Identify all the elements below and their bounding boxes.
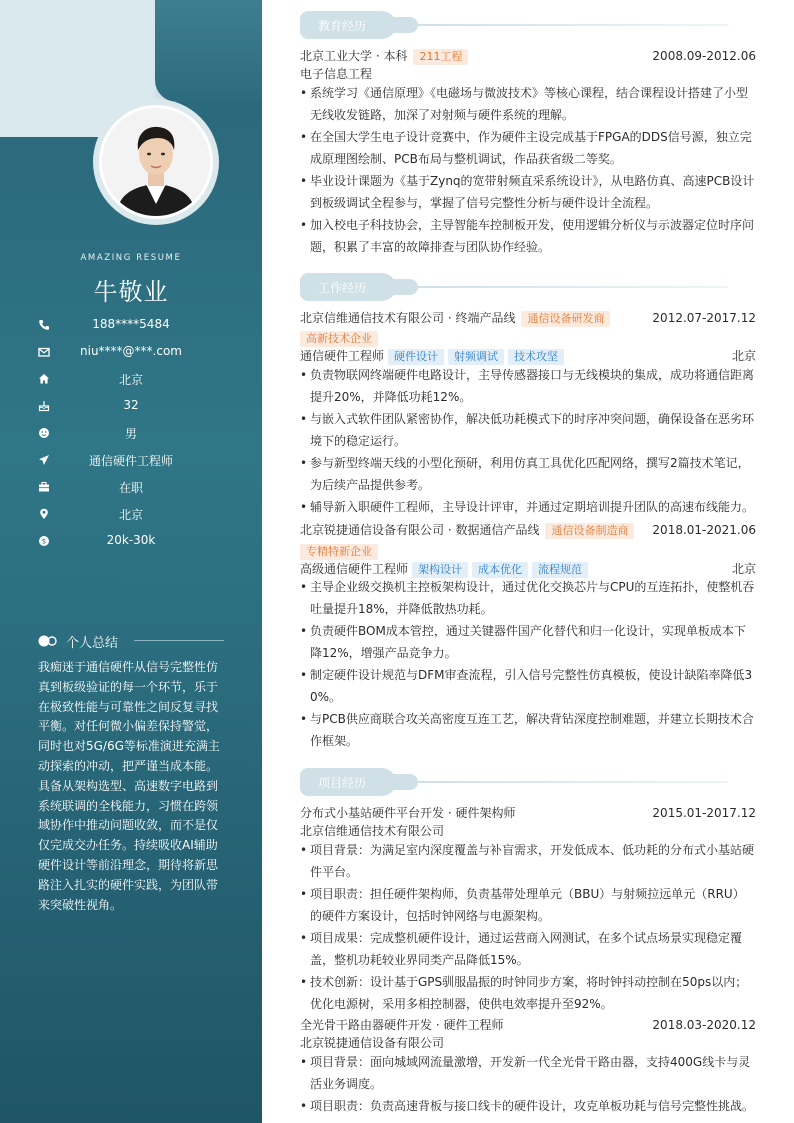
project-title: 分布式小基站硬件平台开发 · 硬件架构师 — [300, 806, 516, 820]
company: 北京锐捷通信设备有限公司 · 数据通信产品线 — [300, 523, 540, 537]
summary-text: 我痴迷于通信硬件从信号完整性仿真到板级验证的每一个环节，乐于在极致性能与可靠性之间反复寻找平衡。对任何微小偏差保持警觉，同时也对5G/6G等标准演进充满主动探索的冲动，把严谨当成本能。具备从架构选型、高速数字电路到系统联调的全栈能力，习惯在跨领域协作中推动问题收敛，而不是仅仅完成交办任务。持续吸收AI辅助硬件设计等前沿理念，期待将新思路注入扎实的硬件实践，为团队带来突破性视角。 — [38, 660, 220, 912]
list-item: • 技术创新：设计基于GPS驯服晶振的时钟同步方案，将时钟抖动控制在50ps以内；优化电源树，采用多相控制器，使供电效率提升至92%。 — [300, 975, 748, 1011]
list-item: • 参与新型终端天线的小型化预研，利用仿真工具优化匹配网络，撰写2篇技术笔记，为后续产品提供参考。 — [300, 456, 750, 492]
school: 北京工业大学 · 本科 — [300, 49, 408, 63]
info-city-value: 北京 — [118, 508, 143, 522]
info-gender-value: 男 — [124, 427, 137, 441]
project-period: 2018.03-2020.12 — [652, 1018, 756, 1032]
info-age — [0, 398, 262, 418]
job-period: 2012.07-2017.12 — [652, 311, 756, 325]
education-period: 2008.09-2012.06 — [652, 49, 756, 63]
info-job — [0, 452, 262, 472]
info-city — [0, 506, 262, 526]
info-gender — [0, 425, 262, 445]
job-role: 高级通信硬件工程师 — [300, 562, 409, 576]
list-item: • 与PCB供应商联合攻关高密度互连工艺，解决背钻深度控制难题，并建立长期技术合作框架。 — [300, 712, 754, 748]
list-item: • 项目职责：负责高速背板与接口线卡的硬件设计，攻克单板功耗与信号完整性挑战。 — [300, 1099, 755, 1113]
list-item: • 与嵌入式软件团队紧密协作，解决低功耗模式下的时序冲突问题，确保设备在恶劣环境下的稳定运行。 — [300, 412, 755, 448]
candidate-name: 牛敬业 — [93, 278, 169, 306]
skill-tag: 成本优化 — [472, 562, 528, 578]
list-item: • 毕业设计课题为《基于Zynq的宽带射频直采系统设计》，从电路仿真、高速PCB设计到板级调试全程参与，掌握了信号完整性分析与硬件设计全流程。 — [300, 174, 755, 210]
divider — [134, 640, 224, 641]
sidebar — [0, 0, 262, 1123]
info-home — [0, 371, 262, 391]
info-age-value: 32 — [123, 398, 139, 412]
section-header-projects — [300, 768, 756, 796]
bubble-icon — [38, 635, 58, 647]
info-status-value: 在职 — [118, 481, 143, 495]
list-item: • 项目背景：面向城域网流量激增，开发新一代全光骨干路由器，支持400G线卡与灵活业务调度。 — [300, 1055, 751, 1091]
section-header-education — [300, 11, 756, 39]
skill-tag: 硬件设计 — [388, 349, 444, 365]
info-email — [0, 344, 262, 364]
project-company: 北京锐捷通信设备有限公司 — [300, 1036, 445, 1050]
divider — [418, 781, 728, 783]
avatar-portrait — [102, 108, 210, 216]
info-phone-value: 188****5484 — [92, 317, 170, 331]
divider — [418, 286, 728, 288]
job-role: 通信硬件工程师 — [300, 349, 385, 363]
list-item: • 主导企业级交换机主控板架构设计，通过优化交换芯片与CPU的互连拓扑，使整机吞吐量提升18%，并降低散热功耗。 — [300, 580, 755, 616]
sidebar-decoration — [155, 0, 262, 102]
section-header-work — [300, 273, 756, 301]
company-tag: 通信设备研发商 — [521, 311, 610, 327]
company: 北京信维通信技术有限公司 · 终端产品线 — [300, 311, 516, 325]
info-job-value: 通信硬件工程师 — [88, 454, 173, 468]
skill-tag: 技术攻坚 — [508, 349, 564, 365]
company-tag: 高新技术企业 — [300, 331, 378, 347]
project-title: 全光骨干路由器硬件开发 · 硬件工程师 — [300, 1018, 504, 1032]
company-tag: 通信设备制造商 — [545, 523, 634, 539]
major: 电子信息工程 — [300, 67, 373, 81]
project-header — [300, 1017, 756, 1033]
job-period: 2018.01-2021.06 — [652, 523, 756, 537]
list-item: • 负责物联网终端硬件电路设计，主导传感器接口与无线模块的集成，成功将通信距离提升20%，并降低功耗12%。 — [300, 368, 755, 404]
summary-heading — [38, 631, 224, 651]
divider — [418, 24, 728, 26]
avatar — [99, 105, 213, 219]
info-phone — [0, 317, 262, 337]
job-role-row — [300, 348, 756, 365]
project-company: 北京信维通信技术有限公司 — [300, 824, 445, 838]
company-tag: 专精特新企业 — [300, 544, 378, 560]
project-period: 2015.01-2017.12 — [652, 806, 756, 820]
list-item: • 加入校电子科技协会，主导智能车控制板开发，使用逻辑分析仪与示波器定位时序问题，积累了丰富的故障排查与团队协作经验。 — [300, 218, 755, 254]
section-title: 工作经历 — [318, 281, 367, 295]
job-city: 北京 — [731, 349, 756, 363]
section-title: 项目经历 — [318, 776, 367, 790]
job-city: 北京 — [731, 562, 756, 576]
list-item: • 项目成果：完成整机硬件设计，通过运营商入网测试，在多个试点场景实现稳定覆盖，整机功耗较业界同类产品降低15%。 — [300, 931, 743, 967]
skill-tag: 架构设计 — [412, 562, 468, 578]
skill-tag: 流程规范 — [532, 562, 588, 578]
project-header — [300, 805, 756, 821]
job-header — [300, 522, 756, 539]
list-item: • 辅导新入职硬件工程师，主导设计评审，并通过定期培训提升团队的高速布线能力。 — [300, 500, 755, 514]
list-item: • 制定硬件设计规范与DFM审查流程，引入信号完整性仿真模板，使设计缺陷率降低30%。 — [300, 668, 753, 704]
svg-text:$: $ — [41, 537, 47, 546]
section-title: 教育经历 — [318, 19, 367, 33]
list-item: • 负责硬件BOM成本管控，通过关键器件国产化替代和归一化设计，实现单板成本下降12%，增强产品竞争力。 — [300, 624, 746, 660]
skill-tag: 射频调试 — [448, 349, 504, 365]
summary-title: 个人总结 — [66, 636, 119, 651]
tagline: AMAZING RESUME — [80, 253, 182, 263]
list-item: • 系统学习《通信原理》《电磁场与微波技术》等核心课程，结合课程设计搭建了小型无线收发链路，加深了对射频与硬件系统的理解。 — [300, 86, 749, 122]
school-tag: 211工程 — [413, 49, 468, 65]
job-header — [300, 310, 756, 327]
info-email-value: niu****@***.com — [80, 344, 182, 358]
info-salary — [0, 533, 262, 553]
list-item: • 在全国大学生电子设计竞赛中，作为硬件主设完成基于FPGA的DDS信号源，独立完成原理图绘制、PCB布局与整机调试，作品获省级二等奖。 — [300, 130, 752, 166]
info-salary-value: 20k-30k — [106, 533, 156, 547]
list-item: • 项目背景：为满足室内深度覆盖与补盲需求，开发低成本、低功耗的分布式小基站硬件平台。 — [300, 843, 755, 879]
education-header — [300, 48, 756, 65]
list-item: • 项目职责：担任硬件架构师，负责基带处理单元（BBU）与射频拉远单元（RRU）的硬件方案设计，包括时钟网络与电源架构。 — [300, 887, 745, 923]
info-status — [0, 479, 262, 499]
info-home-value: 北京 — [118, 373, 143, 387]
